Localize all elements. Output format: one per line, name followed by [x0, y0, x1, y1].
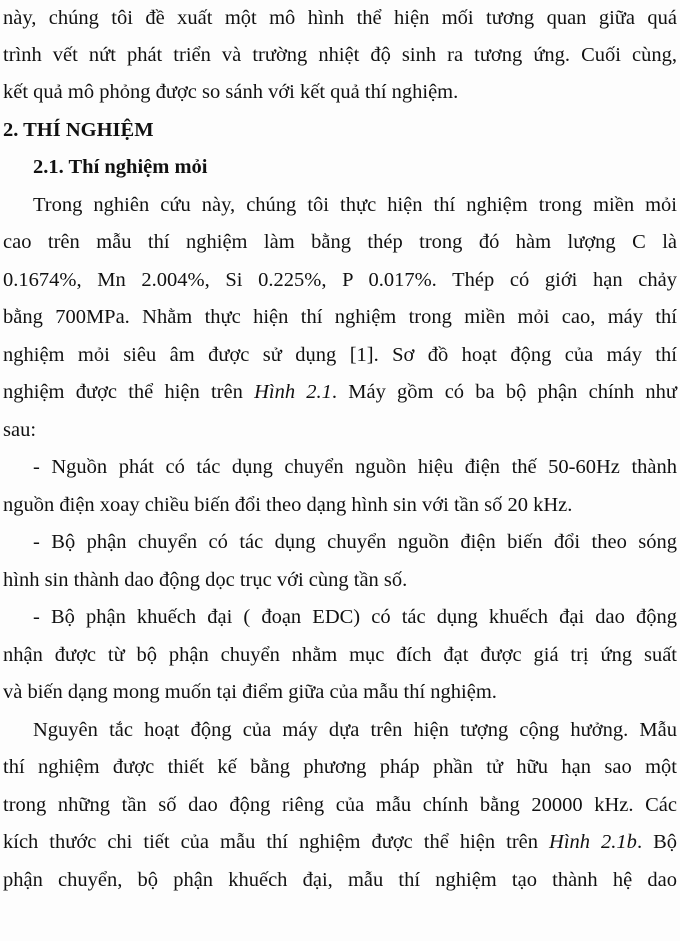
paragraph-line: thí nghiệm được thiết kế bằng phương pháp phần tử hữu hạn sao một: [3, 756, 677, 778]
intro-paragraph-line: kết quả mô phỏng được so sánh với kết quả thí nghiệm.: [3, 81, 459, 103]
text-run: . Bộ: [636, 831, 677, 853]
figure-reference: Hình 2.1b: [549, 831, 637, 853]
list-item-line: - Bộ phận khuếch đại ( đoạn EDC) có tác dụng khuếch đại dao động: [33, 606, 677, 628]
intro-paragraph-line: trình vết nứt phát triển và trường nhiệt độ sinh ra tương ứng. Cuối cùng,: [3, 44, 677, 66]
paragraph-line: trong những tần số dao động riêng của mẫu chính bằng 20000 kHz. Các: [3, 794, 677, 816]
paragraph-line: cao trên mẫu thí nghiệm làm bằng thép trong đó hàm lượng C là: [3, 231, 677, 253]
list-item-line: và biến dạng mong muốn tại điểm giữa của mẫu thí nghiệm.: [3, 681, 497, 703]
figure-reference: Hình 2.1: [254, 381, 332, 403]
paragraph-line: bằng 700MPa. Nhằm thực hiện thí nghiệm trong miền mỏi cao, máy thí: [3, 306, 677, 328]
list-item-line: hình sin thành dao động dọc trục với cùng tần số.: [3, 569, 408, 591]
paragraph-line: [3, 378, 677, 406]
paragraph-line: phận chuyển, bộ phận khuếch đại, mẫu thí nghiệm tạo thành hệ dao: [3, 869, 677, 891]
list-item-line: nhận được từ bộ phận chuyển nhằm mục đích đạt được giá trị ứng suất: [3, 644, 677, 666]
subsection-heading: 2.1. Thí nghiệm mỏi: [33, 156, 208, 178]
text-run: . Máy gồm có ba bộ phận chính như: [331, 381, 677, 403]
list-item-line: - Nguồn phát có tác dụng chuyển nguồn hiệu điện thế 50-60Hz thành: [33, 456, 677, 478]
list-item-line: - Bộ phận chuyển có tác dụng chuyển nguồn điện biến đổi theo sóng: [33, 531, 677, 553]
section-heading: 2. THÍ NGHIỆM: [3, 119, 154, 141]
paragraph-line: sau:: [3, 419, 37, 441]
list-item-line: nguồn điện xoay chiều biến đổi theo dạng hình sin với tần số 20 kHz.: [3, 494, 573, 516]
paragraph-line: nghiệm mỏi siêu âm được sử dụng [1]. Sơ đồ hoạt động của máy thí: [3, 344, 677, 366]
intro-paragraph-line: này, chúng tôi đề xuất một mô hình thể hiện mối tương quan giữa quá: [3, 7, 677, 29]
paragraph-line: Nguyên tắc hoạt động của máy dựa trên hiện tượng cộng hưởng. Mẫu: [33, 719, 677, 741]
paragraph-line: 0.1674%, Mn 2.004%, Si 0.225%, P 0.017%. Thép có giới hạn chảy: [3, 269, 677, 291]
text-run: nghiệm được thể hiện trên: [3, 381, 255, 403]
paragraph-line: Trong nghiên cứu này, chúng tôi thực hiện thí nghiệm trong miền mỏi: [33, 194, 677, 216]
text-run: kích thước chi tiết của mẫu thí nghiệm được thể hiện trên: [3, 831, 550, 853]
paragraph-line: [3, 828, 677, 856]
